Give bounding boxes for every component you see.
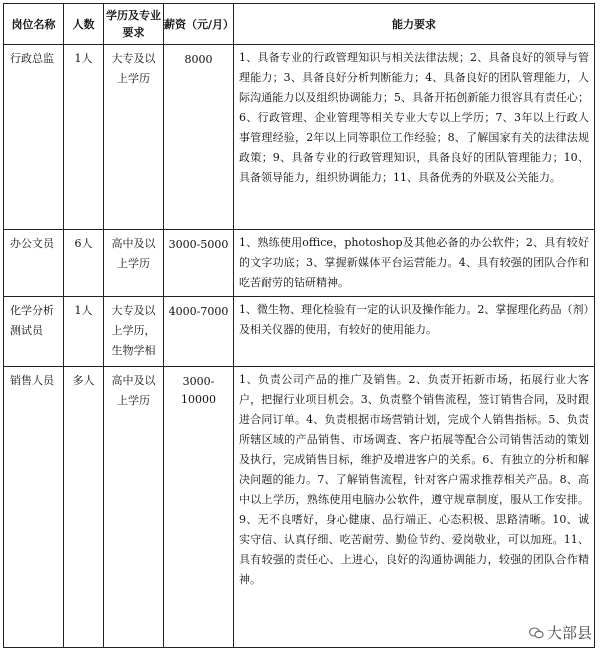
education-cell: 大专及以上学历 xyxy=(104,45,164,230)
job-table xyxy=(3,3,595,648)
ability-cell: 1、熟练使用office，photoshop及其他必备的办公软件；2、具有较好的文字功底；3、掌握新媒体平台运营能力。4、具有较强的团队合作和吃苦耐劳的钻研精神。 xyxy=(234,230,595,297)
count-cell: 1人 xyxy=(64,297,104,367)
position-cell: 行政总监 xyxy=(4,45,64,230)
salary-cell: 4000-7000 xyxy=(164,297,234,367)
table-row xyxy=(4,45,595,230)
header-education: 学历及专业要求 xyxy=(104,4,164,45)
ability-cell: 1、微生物、理化检验有一定的认识及操作能力。2、掌握理化药品（剂）及相关仪器的使用，有较好的使用能力。 xyxy=(234,297,595,367)
wechat-icon xyxy=(529,627,544,639)
salary-cell: 3000-10000 xyxy=(164,367,234,648)
table-row xyxy=(4,230,595,297)
header-salary: 薪资（元/月） xyxy=(164,4,234,45)
header-position: 岗位名称 xyxy=(4,4,64,45)
education-cell: 高中及以上学历 xyxy=(104,230,164,297)
position-cell: 销售人员 xyxy=(4,367,64,648)
count-cell: 1人 xyxy=(64,45,104,230)
position-cell: 化学分析测试员 xyxy=(4,297,64,367)
watermark xyxy=(529,622,592,643)
ability-cell: 1、具备专业的行政管理知识与相关法律法规；2、具备良好的领导与管理能力；3、具备良好分析判断能力；4、具备良好的团队管理能力，人际沟通能力以及组织协调能力；5、具备开拓创新能力很容具有责任心；6、行政管理、企业管理等相关专业大专以上学历；7、3年以上行政人事管理经验，2年以上同等职位工作经验；8、了解国家有关的法律法规政策；9、具备专业的行政管理知识，具备良好的团队管理能力；10、具备领导能力，组织协调能力；11、具备优秀的外联及公关能力。 xyxy=(234,45,595,230)
salary-cell: 3000-5000 xyxy=(164,230,234,297)
table-row xyxy=(4,367,595,648)
ability-cell: 1、负责公司产品的推广及销售。2、负责开拓新市场，拓展行业大客户，把握行业项目机会。3、负责整个销售流程，签订销售合同，及时跟进合同订单。4、负责根据市场营销计划，完成个人销售指标。5、负责所辖区域的产品销售、市场调查、客户拓展等配合公司销售活动的策划及执行，完成销售目标，维护及增进客户的关系。6、有独立的分析和解决问题的能力。7、了解销售流程，针对客户需求推荐相关产品。8、高中以上学历，熟练使用电脑办公软件，遵守规章制度，服从工作安排。9、无不良嗜好，身心健康、品行端正、心态积极、思路清晰。10、诚实守信、认真仔细、吃苦耐劳、勤俭节约、爱岗敬业，可以加班。11、具有较强的责任心、上进心，良好的沟通协调能力，较强的团队合作精神。 xyxy=(234,367,595,648)
header-ability: 能力要求 xyxy=(234,4,595,45)
education-cell: 高中及以上学历 xyxy=(104,367,164,648)
count-cell: 多人 xyxy=(64,367,104,648)
position-cell: 办公文员 xyxy=(4,230,64,297)
education-cell: 大专及以上学历，生物学相 xyxy=(104,297,164,367)
header-count: 人数 xyxy=(64,4,104,45)
count-cell: 6人 xyxy=(64,230,104,297)
salary-cell: 8000 xyxy=(164,45,234,230)
table-row xyxy=(4,297,595,367)
watermark-text: 大部县 xyxy=(546,624,592,642)
header-row xyxy=(4,4,595,45)
